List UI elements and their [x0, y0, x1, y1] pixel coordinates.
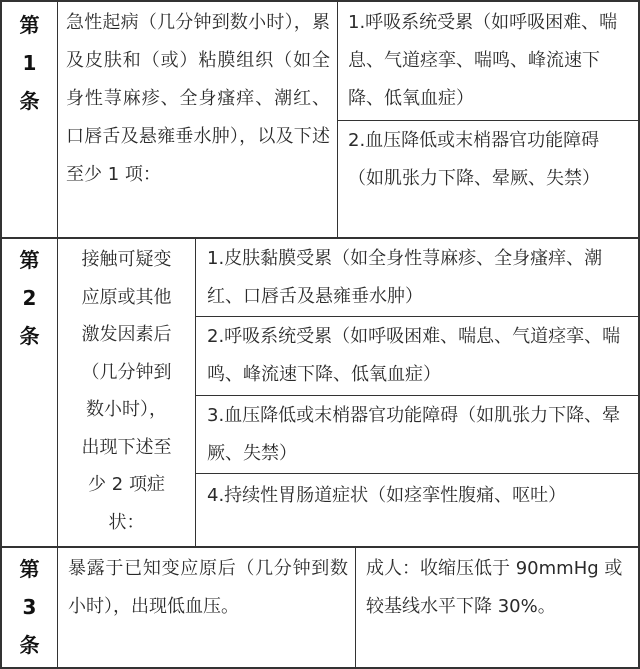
- criterion-2-item-1: 1.皮肤黏膜受累（如全身性荨麻疹、全身瘙痒、潮红、口唇舌及悬雍垂水肿）: [207, 248, 603, 307]
- criterion-3-label-line-3: 条: [19, 633, 40, 657]
- criterion-2-condition-line-8: 状：: [108, 511, 145, 533]
- criterion-2-condition-line-5: 数小时），: [86, 399, 167, 420]
- criterion-2-condition: [60, 241, 193, 541]
- criterion-1-label-line-2: 1: [22, 51, 37, 75]
- criterion-2-item-2: 2.呼吸系统受累（如呼吸困难、喘息、气道痉挛、喘鸣、峰流速下降、低氧血症）: [207, 326, 621, 385]
- label-column-divider: [57, 0, 58, 669]
- criterion-2-label-line-2: 2: [22, 286, 37, 310]
- criterion-2-condition-line-2: 应原或其他: [81, 286, 172, 308]
- row2-item-divider-2: [195, 395, 639, 396]
- row2-item-divider-1: [195, 316, 639, 317]
- criterion-1-label: [2, 6, 57, 120]
- criterion-1-condition: 急性起病（几分钟到数小时），累及皮肤和（或）粘膜组织（如全身性荨麻疹、全身瘙痒、潮红、口唇舌及悬雍垂水肿），以及下述至少 1 项：: [66, 12, 330, 185]
- criterion-3-label-line-1: 第: [19, 557, 40, 581]
- criterion-1-label-line-3: 条: [19, 89, 40, 113]
- criterion-2-label-line-1: 第: [19, 248, 40, 272]
- criterion-2-label: [2, 241, 57, 355]
- criterion-2-label-line-3: 条: [19, 324, 40, 348]
- table-border-top: [0, 0, 640, 2]
- criterion-2-condition-line-6: 出现下述至: [81, 436, 172, 458]
- criterion-2-item-3: 3.血压降低或末梢器官功能障碍（如肌张力下降、晕厥、失禁）: [207, 405, 621, 464]
- row2-item-divider-3: [195, 473, 639, 474]
- row2-column-divider: [195, 238, 196, 547]
- row-divider-1: [0, 237, 640, 239]
- criterion-3-item-1: 成人：收缩压低于 90mmHg 或较基线水平下降 30%。: [366, 558, 623, 617]
- criterion-3-condition: 暴露于已知变应原后（几分钟到数小时），出现低血压。: [68, 558, 348, 617]
- row1-column-divider: [337, 0, 338, 238]
- criterion-3-label: [2, 550, 57, 664]
- criterion-2-condition-line-4: （几分钟到: [81, 361, 172, 383]
- row-divider-2: [0, 546, 640, 548]
- criterion-1-label-line-1: 第: [19, 13, 40, 37]
- criterion-2-condition-line-1: 接触可疑变: [81, 249, 172, 270]
- criterion-3-label-line-2: 3: [22, 595, 37, 619]
- row1-item-divider: [337, 120, 639, 121]
- criterion-1-item-2: 2.血压降低或末梢器官功能障碍（如肌张力下降、晕厥、失禁）: [348, 130, 600, 189]
- criterion-2-item-4: 4.持续性胃肠道症状（如痉挛性腹痛、呕吐）: [207, 485, 567, 506]
- criterion-2-condition-line-3: 激发因素后: [81, 324, 172, 345]
- criterion-2-condition-line-7: 少 2 项症: [88, 474, 165, 495]
- criterion-1-item-1: 1.呼吸系统受累（如呼吸困难、喘息、气道痉挛、喘鸣、峰流速下降、低氧血症）: [348, 12, 618, 109]
- row3-column-divider: [355, 547, 356, 668]
